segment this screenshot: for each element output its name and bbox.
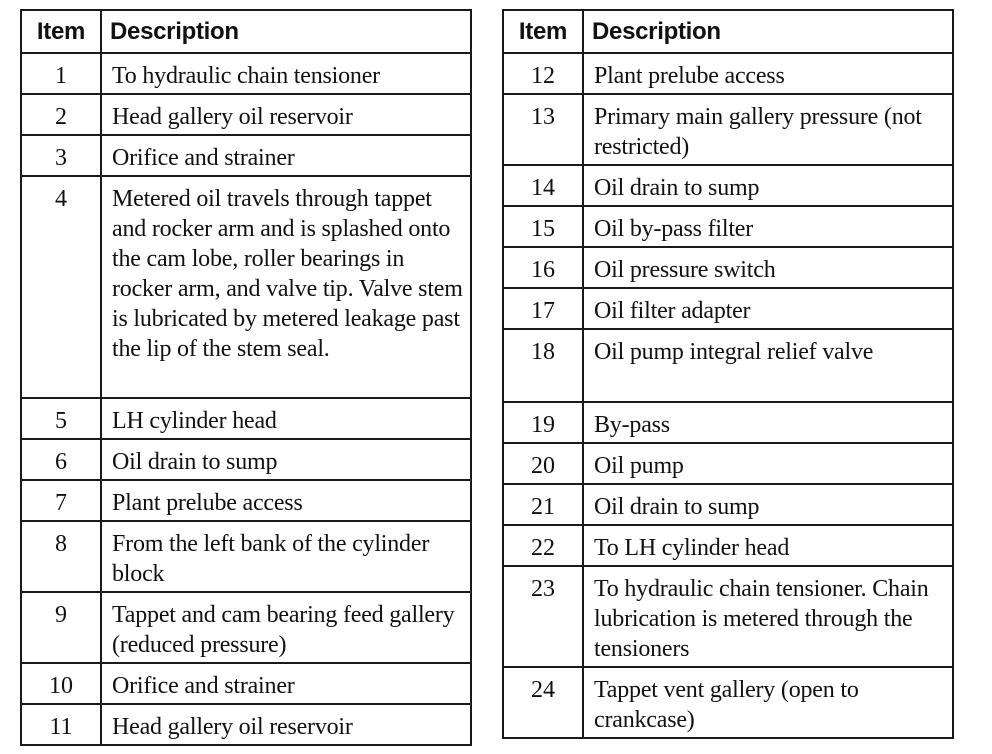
item-description: Oil by-pass filter	[583, 206, 953, 247]
item-column-header: Item	[503, 10, 583, 53]
table-row	[21, 53, 471, 94]
table-row	[503, 566, 953, 667]
item-number: 2	[21, 94, 101, 135]
table-row	[21, 135, 471, 176]
item-number: 17	[503, 288, 583, 329]
table-row	[503, 329, 953, 402]
table-row	[21, 398, 471, 439]
table-row	[21, 480, 471, 521]
item-description: Oil pump integral relief valve	[583, 329, 953, 402]
item-description: Oil pump	[583, 443, 953, 484]
table-row	[503, 402, 953, 443]
item-description: By-pass	[583, 402, 953, 443]
item-number: 13	[503, 94, 583, 165]
item-description: To LH cylinder head	[583, 525, 953, 566]
header-row	[503, 10, 953, 53]
item-description: Oil drain to sump	[101, 439, 471, 480]
table-row	[503, 525, 953, 566]
table-row	[21, 521, 471, 592]
table-row	[503, 484, 953, 525]
item-number: 23	[503, 566, 583, 667]
item-description: To hydraulic chain tensioner. Chain lubrication is metered through the tensioners	[583, 566, 953, 667]
item-number: 15	[503, 206, 583, 247]
item-description: Tappet vent gallery (open to crankcase)	[583, 667, 953, 738]
item-number: 20	[503, 443, 583, 484]
table-row	[503, 288, 953, 329]
item-number: 7	[21, 480, 101, 521]
table-row	[503, 443, 953, 484]
table-row	[503, 165, 953, 206]
table-row	[21, 94, 471, 135]
table-row	[21, 176, 471, 398]
item-description: Oil pressure switch	[583, 247, 953, 288]
item-number: 10	[21, 663, 101, 704]
item-number: 4	[21, 176, 101, 398]
item-number: 3	[21, 135, 101, 176]
item-number: 12	[503, 53, 583, 94]
item-description: Plant prelube access	[583, 53, 953, 94]
item-number: 8	[21, 521, 101, 592]
table-row	[21, 439, 471, 480]
table-row	[503, 53, 953, 94]
item-description: Oil filter adapter	[583, 288, 953, 329]
item-column-header: Item	[21, 10, 101, 53]
item-number: 24	[503, 667, 583, 738]
item-description: Head gallery oil reservoir	[101, 704, 471, 745]
item-description: Oil drain to sump	[583, 165, 953, 206]
item-number: 5	[21, 398, 101, 439]
item-number: 22	[503, 525, 583, 566]
table-row	[503, 94, 953, 165]
item-description: From the left bank of the cylinder block	[101, 521, 471, 592]
description-column-header: Description	[583, 10, 953, 53]
item-description: Orifice and strainer	[101, 135, 471, 176]
item-number: 21	[503, 484, 583, 525]
item-description: Head gallery oil reservoir	[101, 94, 471, 135]
description-column-header: Description	[101, 10, 471, 53]
item-number: 18	[503, 329, 583, 402]
item-description: To hydraulic chain tensioner	[101, 53, 471, 94]
item-number: 19	[503, 402, 583, 443]
item-description: LH cylinder head	[101, 398, 471, 439]
item-description: Oil drain to sump	[583, 484, 953, 525]
item-description: Primary main gallery pressure (not restricted)	[583, 94, 953, 165]
item-number: 16	[503, 247, 583, 288]
table-row	[503, 667, 953, 738]
item-number: 9	[21, 592, 101, 663]
table-row	[503, 247, 953, 288]
table-row	[503, 206, 953, 247]
table-row	[21, 663, 471, 704]
table-row	[21, 704, 471, 745]
item-number: 1	[21, 53, 101, 94]
item-description: Metered oil travels through tappet and rocker arm and is splashed onto the cam lobe, roller bearings in rocker arm, and valve tip. Valve stem is lubricated by metered leakage past the lip of the stem seal.	[101, 176, 471, 398]
header-row	[21, 10, 471, 53]
table-row	[21, 592, 471, 663]
item-description: Orifice and strainer	[101, 663, 471, 704]
item-description: Tappet and cam bearing feed gallery (reduced pressure)	[101, 592, 471, 663]
item-number: 14	[503, 165, 583, 206]
legend-table-left	[20, 9, 472, 746]
item-description: Plant prelube access	[101, 480, 471, 521]
legend-table-right	[502, 9, 954, 739]
item-number: 6	[21, 439, 101, 480]
item-number: 11	[21, 704, 101, 745]
